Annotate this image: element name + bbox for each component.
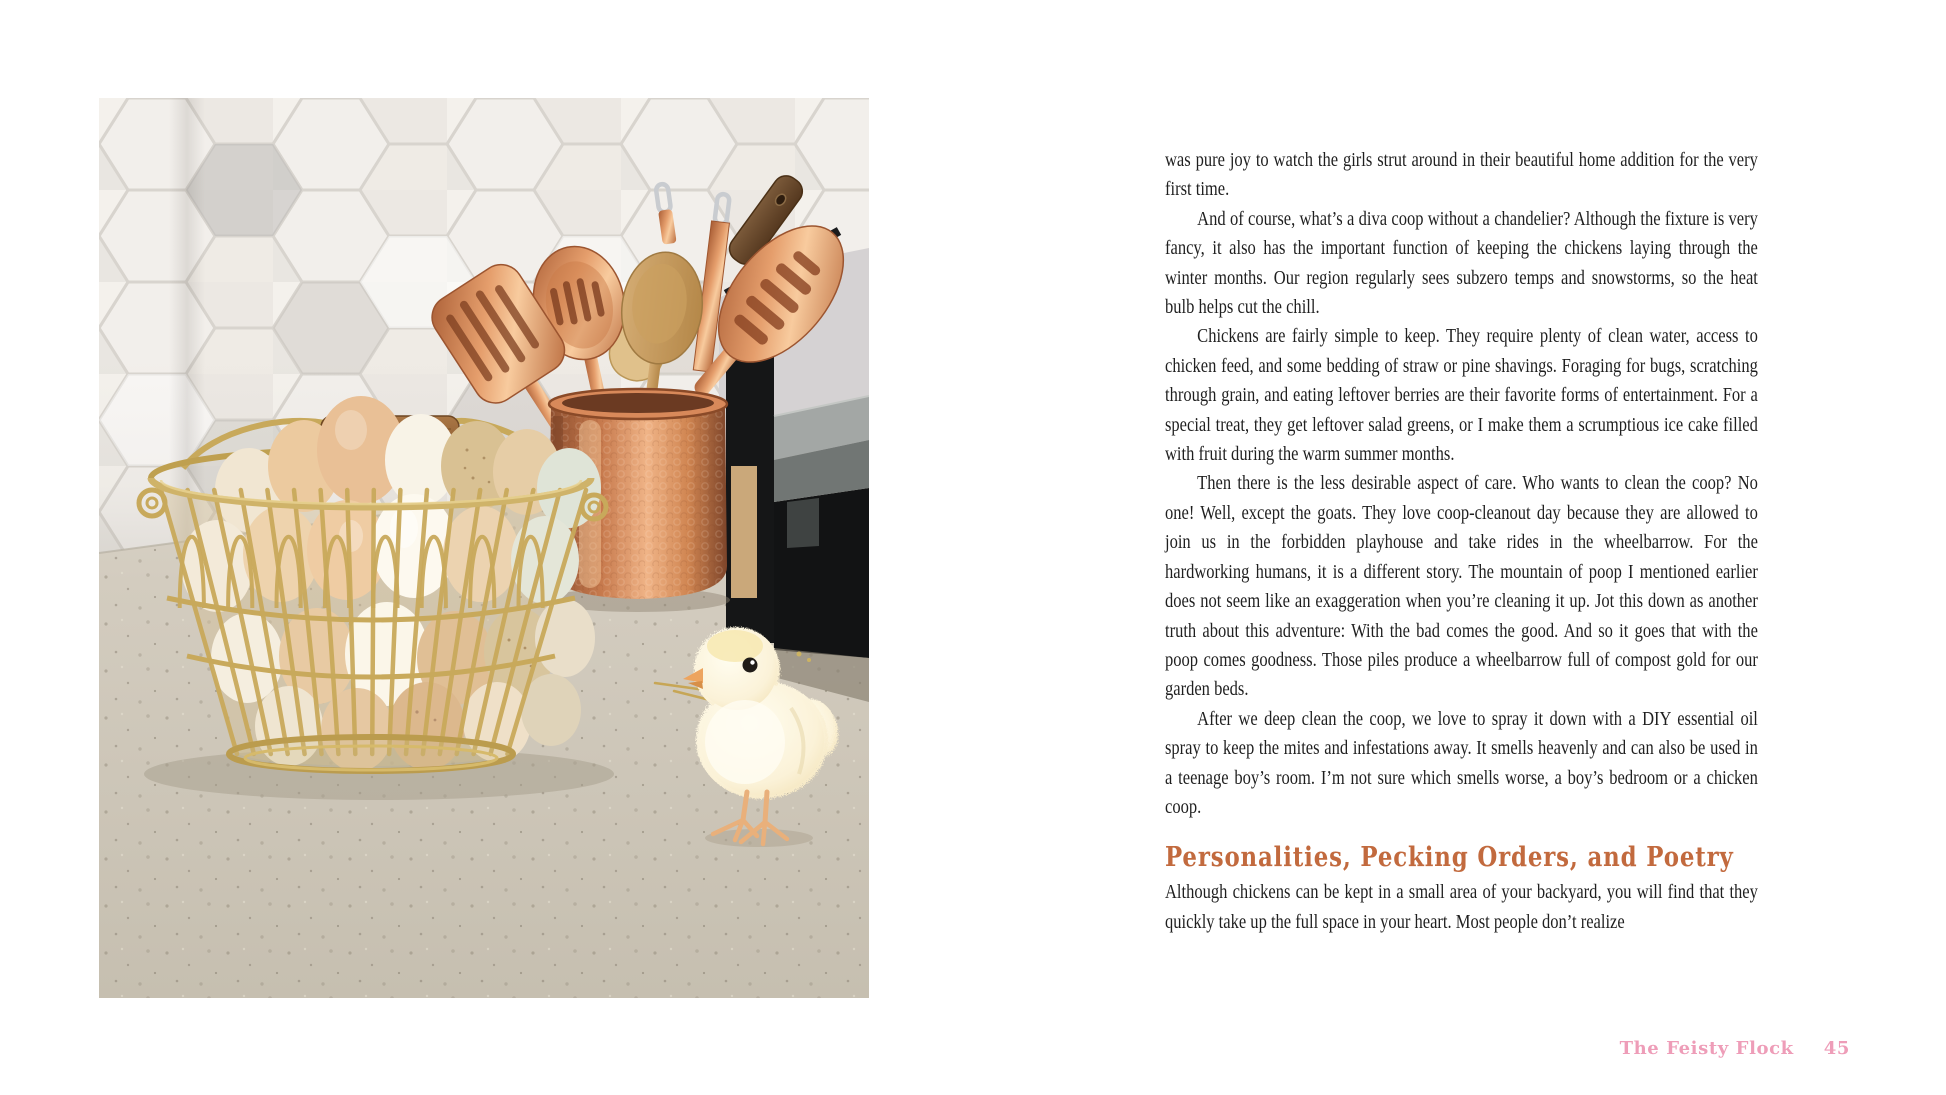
- page-footer: [1620, 1038, 1850, 1059]
- running-chapter-title: The Feisty Flock: [1619, 1038, 1794, 1059]
- body-paragraph: Although chickens can be kept in a small area of your backyard, you will find that they quickly take up the full space in your heart. Most people don’t realize: [1165, 882, 1758, 933]
- body-text-column: [1165, 146, 1758, 937]
- body-paragraph: Then there is the less desirable aspect of care. Who wants to clean the coop? No one! Well, except the goats. They love coop-cleanout day because they are allowed to join us in the forbidden playhouse and take rides in the wheelbarrow. For the hardworking humans, it is a different story. The mountain of poop I mentioned earlier does not seem like an exaggeration when you’re cleaning it up. Jot this down as another truth about this adventure: With the bad comes the good. And so it goes that with the poop comes goodness. Those piles produce a wheelbarrow full of compost gold for our garden beds.: [1165, 473, 1758, 701]
- kitchen-photo-illustration: [99, 98, 869, 998]
- body-paragraph: And of course, what’s a diva coop without a chandelier? Although the fixture is very fancy, it also has the important function of keeping the chickens laying through the winter months. Our region regularly sees subzero temps and snowstorms, so the heat bulb helps cut the chill.: [1165, 208, 1758, 319]
- kitchen-photo: [99, 98, 869, 998]
- section-heading: Personalities, Pecking Orders, and Poetry: [1165, 842, 1734, 874]
- body-paragraph: Chickens are fairly simple to keep. They require plenty of clean water, access to chicken feed, and some bedding of straw or pine shavings. Foraging for bugs, scratching through grain, and eating leftover berries are their favorite forms of entertainment. For a special treat, they get leftover salad greens, or I make them a scrumptious ice cake filled with fruit during the warm summer months.: [1165, 326, 1758, 466]
- page-number: 45: [1823, 1038, 1850, 1059]
- chick-eye: [743, 658, 758, 673]
- wood-board: [731, 466, 757, 598]
- body-paragraph: was pure joy to watch the girls strut around in their beautiful home addition for the very first time.: [1165, 150, 1758, 201]
- body-paragraph: After we deep clean the coop, we love to spray it down with a DIY essential oil spray to keep the mites and infestations away. It smells heavenly and can also be used in a teenage boy’s room. I’m not sure which smells worse, a boy’s bedroom or a chicken coop.: [1165, 708, 1758, 818]
